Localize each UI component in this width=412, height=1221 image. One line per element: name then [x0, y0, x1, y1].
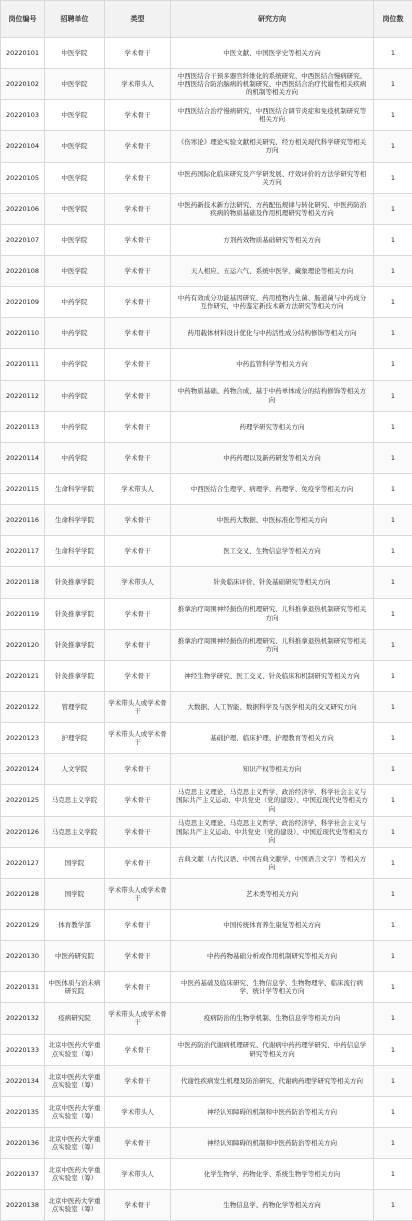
unit-cell: 中医药研究院	[45, 941, 105, 972]
table-row	[1, 162, 412, 193]
direction-cell: 《伤寒论》理论实验文献相关研究、经方相关现代科学研究等相关方向	[171, 131, 374, 162]
table-row	[1, 691, 412, 722]
table-row	[1, 1003, 412, 1034]
count-cell: 1	[374, 909, 412, 940]
direction-cell: 知识产权等相关方向	[171, 754, 374, 785]
type-cell: 学术带头人	[105, 69, 171, 100]
table-row	[1, 442, 412, 473]
position-id-cell: 20220127	[1, 847, 45, 878]
position-id-cell: 20220115	[1, 473, 45, 504]
unit-cell: 疫病研究院	[45, 1003, 105, 1034]
unit-cell: 北京中医药大学重点实验室（筹）	[45, 1159, 105, 1190]
position-id-cell: 20220129	[1, 909, 45, 940]
position-id-cell: 20220116	[1, 505, 45, 536]
type-cell: 学术骨干	[105, 505, 171, 536]
count-cell: 1	[374, 816, 412, 847]
position-id-cell: 20220105	[1, 162, 45, 193]
count-cell: 1	[374, 660, 412, 691]
position-id-cell: 20220112	[1, 380, 45, 411]
table-row	[1, 723, 412, 754]
type-cell: 学术骨干	[105, 131, 171, 162]
unit-cell: 北京中医药大学重点实验室（筹）	[45, 1096, 105, 1127]
header-research-direction: 研究方向	[171, 1, 374, 38]
count-cell: 1	[374, 567, 412, 598]
type-cell: 学术骨干	[105, 349, 171, 380]
table-row	[1, 785, 412, 816]
type-cell: 学术骨干	[105, 411, 171, 442]
unit-cell: 人文学院	[45, 754, 105, 785]
header-position-count: 岗位数	[374, 1, 412, 38]
count-cell: 1	[374, 287, 412, 318]
table-row	[1, 1190, 412, 1221]
position-id-cell: 20220101	[1, 38, 45, 69]
unit-cell: 中医学院	[45, 38, 105, 69]
direction-cell: 中药监管科学等相关方向	[171, 349, 374, 380]
table-row	[1, 380, 412, 411]
unit-cell: 体育教学部	[45, 909, 105, 940]
table-row	[1, 941, 412, 972]
count-cell: 1	[374, 162, 412, 193]
table-row	[1, 660, 412, 691]
type-cell: 学术骨干	[105, 847, 171, 878]
position-id-cell: 20220119	[1, 598, 45, 629]
unit-cell: 中药学院	[45, 318, 105, 349]
position-id-cell: 20220118	[1, 567, 45, 598]
direction-cell: 推拿治疗周围神经损伤的机理研究、儿科推拿退热机制研究等相关方向	[171, 598, 374, 629]
count-cell: 1	[374, 972, 412, 1003]
type-cell: 学术骨干	[105, 754, 171, 785]
header-row	[1, 1, 412, 38]
type-cell: 学术骨干	[105, 660, 171, 691]
position-id-cell: 20220104	[1, 131, 45, 162]
table-row	[1, 69, 412, 100]
position-id-cell: 20220107	[1, 224, 45, 255]
unit-cell: 中医学院	[45, 100, 105, 131]
position-id-cell: 20220122	[1, 691, 45, 722]
type-cell: 学术骨干	[105, 909, 171, 940]
unit-cell: 护理学院	[45, 723, 105, 754]
unit-cell: 马克思主义学院	[45, 816, 105, 847]
table-row	[1, 1159, 412, 1190]
unit-cell: 中医学院	[45, 131, 105, 162]
table-row	[1, 473, 412, 504]
direction-cell: 马克思主义理论、马克思主义哲学、政治经济学、科学社会主义与国际共产主义运动、中共党史（党的建设）、中国近现代史等相关方向	[171, 816, 374, 847]
direction-cell: 天人相应、五运六气、系统中医学、藏象理论等相关方向	[171, 255, 374, 286]
type-cell: 学术骨干	[105, 318, 171, 349]
position-id-cell: 20220128	[1, 878, 45, 909]
position-id-cell: 20220120	[1, 629, 45, 660]
count-cell: 1	[374, 411, 412, 442]
direction-cell: 中药物质基础、药物合成、基于中药单体成分的结构修饰等相关方向	[171, 380, 374, 411]
count-cell: 1	[374, 754, 412, 785]
count-cell: 1	[374, 598, 412, 629]
table-body	[1, 38, 412, 1221]
table-row	[1, 411, 412, 442]
count-cell: 1	[374, 349, 412, 380]
type-cell: 学术骨干	[105, 224, 171, 255]
table-row	[1, 536, 412, 567]
table-row	[1, 1065, 412, 1096]
count-cell: 1	[374, 193, 412, 224]
table-row	[1, 909, 412, 940]
table-row	[1, 505, 412, 536]
table-header	[1, 1, 412, 38]
table-row	[1, 255, 412, 286]
direction-cell: 艺术类等相关方向	[171, 878, 374, 909]
type-cell: 学术带头人或学术骨干	[105, 878, 171, 909]
count-cell: 1	[374, 505, 412, 536]
direction-cell: 中药药理以及新药研发等相关方向	[171, 442, 374, 473]
unit-cell: 中医学院	[45, 193, 105, 224]
type-cell: 学术带头人或学术骨干	[105, 1003, 171, 1034]
table-row	[1, 38, 412, 69]
count-cell: 1	[374, 38, 412, 69]
type-cell: 学术带头人或学术骨干	[105, 723, 171, 754]
unit-cell: 针灸推拿学院	[45, 598, 105, 629]
type-cell: 学术带头人	[105, 1096, 171, 1127]
count-cell: 1	[374, 878, 412, 909]
type-cell: 学术骨干	[105, 1034, 171, 1065]
table-row	[1, 1096, 412, 1127]
direction-cell: 化学生物学、药物化学、系统生物学等相关方向	[171, 1159, 374, 1190]
unit-cell: 生命科学学院	[45, 536, 105, 567]
position-id-cell: 20220103	[1, 100, 45, 131]
position-id-cell: 20220106	[1, 193, 45, 224]
count-cell: 1	[374, 847, 412, 878]
unit-cell: 针灸推拿学院	[45, 567, 105, 598]
unit-cell: 中药学院	[45, 411, 105, 442]
table-row	[1, 598, 412, 629]
unit-cell: 针灸推拿学院	[45, 629, 105, 660]
type-cell: 学术骨干	[105, 193, 171, 224]
type-cell: 学术骨干	[105, 816, 171, 847]
position-id-cell: 20220134	[1, 1065, 45, 1096]
type-cell: 学术骨干	[105, 1065, 171, 1096]
position-id-cell: 20220126	[1, 816, 45, 847]
table-row	[1, 131, 412, 162]
count-cell: 1	[374, 785, 412, 816]
count-cell: 1	[374, 1065, 412, 1096]
count-cell: 1	[374, 1159, 412, 1190]
unit-cell: 中药学院	[45, 349, 105, 380]
direction-cell: 中医文献、中国医学史等相关方向	[171, 38, 374, 69]
direction-cell: 中药有效成分功能基因研究、药用植物内生菌、肠道菌与中药成分互作研究，中药鉴定新技术新方法研究等相关方向	[171, 287, 374, 318]
direction-cell: 生物信息学、药物化学等相关方向	[171, 1190, 374, 1221]
direction-cell: 中医药大数据、中医标准化等相关方向	[171, 505, 374, 536]
direction-cell: 神经认知障碍的机制和中医药防治等相关方向	[171, 1127, 374, 1158]
direction-cell: 古典文献（古代汉语、中国古典文献学、中国语言文字）等相关方向	[171, 847, 374, 878]
unit-cell: 中医体质与治未病研究院	[45, 972, 105, 1003]
position-id-cell: 20220133	[1, 1034, 45, 1065]
position-id-cell: 20220110	[1, 318, 45, 349]
count-cell: 1	[374, 131, 412, 162]
direction-cell: 中医药新技术新方法研究、方药配伍规律与转化研究、中医药防治疾病的物质基础及作用机理研究等相关方向	[171, 193, 374, 224]
unit-cell: 中医学院	[45, 255, 105, 286]
table-row	[1, 878, 412, 909]
direction-cell: 推拿治疗周围神经损伤的机理研究、儿科推拿退热机制研究等相关方向	[171, 629, 374, 660]
direction-cell: 药理学研究等相关方向	[171, 411, 374, 442]
direction-cell: 疫病防治的生物学机制、生物信息学等相关方向	[171, 1003, 374, 1034]
table-row	[1, 567, 412, 598]
direction-cell: 中西医结合治疗慢病研究、中西医结合调节炎症和免疫机制研究等相关方向	[171, 100, 374, 131]
direction-cell: 中医药防治代谢病机理研究、代谢病中药药理学研究、中药信息学研究等相关方向	[171, 1034, 374, 1065]
table-row	[1, 224, 412, 255]
position-id-cell: 20220102	[1, 69, 45, 100]
table-row	[1, 629, 412, 660]
type-cell: 学术骨干	[105, 1190, 171, 1221]
position-id-cell: 20220130	[1, 941, 45, 972]
unit-cell: 针灸推拿学院	[45, 660, 105, 691]
unit-cell: 北京中医药大学重点实验室（筹）	[45, 1034, 105, 1065]
count-cell: 1	[374, 629, 412, 660]
type-cell: 学术骨干	[105, 972, 171, 1003]
position-id-cell: 20220138	[1, 1190, 45, 1221]
type-cell: 学术骨干	[105, 941, 171, 972]
unit-cell: 生命科学学院	[45, 505, 105, 536]
position-id-cell: 20220113	[1, 411, 45, 442]
position-id-cell: 20220117	[1, 536, 45, 567]
direction-cell: 中医药国际化临床研究及产学研发展、疗效评价的方法学研究等相关方向	[171, 162, 374, 193]
type-cell: 学术骨干	[105, 162, 171, 193]
table-row	[1, 816, 412, 847]
direction-cell: 方剂药效物质基础研究等相关方向	[171, 224, 374, 255]
unit-cell: 国学院	[45, 878, 105, 909]
position-id-cell: 20220114	[1, 442, 45, 473]
direction-cell: 中西医结合干预多器官纤维化的系统研究、中西医结合慢病研究、中西医结合防治脑病的机制研究、中西医结合治疗代谢性相关疾病的机制等相关方向	[171, 69, 374, 100]
type-cell: 学术骨干	[105, 380, 171, 411]
table-row	[1, 318, 412, 349]
count-cell: 1	[374, 536, 412, 567]
position-id-cell: 20220121	[1, 660, 45, 691]
type-cell: 学术骨干	[105, 287, 171, 318]
direction-cell: 药用载体材料设计优化与中药活性成分结构修饰等相关方向	[171, 318, 374, 349]
header-type: 类型	[105, 1, 171, 38]
type-cell: 学术骨干	[105, 785, 171, 816]
table-row	[1, 287, 412, 318]
type-cell: 学术骨干	[105, 1127, 171, 1158]
count-cell: 1	[374, 473, 412, 504]
direction-cell: 马克思主义理论、马克思主义哲学、政治经济学、科学社会主义与国际共产主义运动、中共党史（党的建设）、中国近现代史等相关方向	[171, 785, 374, 816]
unit-cell: 北京中医药大学重点实验室（筹）	[45, 1127, 105, 1158]
type-cell: 学术骨干	[105, 598, 171, 629]
count-cell: 1	[374, 318, 412, 349]
unit-cell: 北京中医药大学重点实验室（筹）	[45, 1190, 105, 1221]
position-id-cell: 20220137	[1, 1159, 45, 1190]
unit-cell: 中医学院	[45, 69, 105, 100]
unit-cell: 国学院	[45, 847, 105, 878]
count-cell: 1	[374, 1190, 412, 1221]
count-cell: 1	[374, 380, 412, 411]
position-id-cell: 20220109	[1, 287, 45, 318]
type-cell: 学术骨干	[105, 100, 171, 131]
unit-cell: 中药学院	[45, 442, 105, 473]
unit-cell: 马克思主义学院	[45, 785, 105, 816]
unit-cell: 中医学院	[45, 224, 105, 255]
unit-cell: 北京中医药大学重点实验室（筹）	[45, 1065, 105, 1096]
type-cell: 学术带头人或学术骨干	[105, 691, 171, 722]
unit-cell: 中医学院	[45, 162, 105, 193]
direction-cell: 针灸临床评价、针灸基础研究等相关方向	[171, 567, 374, 598]
unit-cell: 中药学院	[45, 380, 105, 411]
count-cell: 1	[374, 941, 412, 972]
count-cell: 1	[374, 1003, 412, 1034]
table-row	[1, 972, 412, 1003]
type-cell: 学术骨干	[105, 629, 171, 660]
position-id-cell: 20220108	[1, 255, 45, 286]
position-id-cell: 20220131	[1, 972, 45, 1003]
direction-cell: 神经认知障碍的机制和中医药防治等相关方向	[171, 1096, 374, 1127]
direction-cell: 大数据、人工智能、数据科学及与医学相关的交叉研究方向	[171, 691, 374, 722]
unit-cell: 中药学院	[45, 287, 105, 318]
table-row	[1, 1127, 412, 1158]
direction-cell: 神经生物学研究、医工交叉、针灸临床和机制研究等相关方向	[171, 660, 374, 691]
count-cell: 1	[374, 100, 412, 131]
type-cell: 学术骨干	[105, 38, 171, 69]
count-cell: 1	[374, 442, 412, 473]
count-cell: 1	[374, 69, 412, 100]
position-id-cell: 20220111	[1, 349, 45, 380]
count-cell: 1	[374, 1127, 412, 1158]
type-cell: 学术带头人	[105, 473, 171, 504]
count-cell: 1	[374, 224, 412, 255]
direction-cell: 医工交叉、生物信息学等相关方向	[171, 536, 374, 567]
table-row	[1, 847, 412, 878]
count-cell: 1	[374, 255, 412, 286]
header-position-id: 岗位编号	[1, 1, 45, 38]
direction-cell: 中药药物基础分析或作用机制研究等相关方向	[171, 941, 374, 972]
table-row	[1, 100, 412, 131]
direction-cell: 中西医结合生理学、病理学、药理学、免疫学等相关方向	[171, 473, 374, 504]
header-unit: 招聘单位	[45, 1, 105, 38]
table-row	[1, 349, 412, 380]
table-row	[1, 193, 412, 224]
count-cell: 1	[374, 1034, 412, 1065]
type-cell: 学术带头人	[105, 567, 171, 598]
direction-cell: 中国传统体育养生康复等相关方向	[171, 909, 374, 940]
type-cell: 学术骨干	[105, 255, 171, 286]
position-id-cell: 20220124	[1, 754, 45, 785]
position-id-cell: 20220123	[1, 723, 45, 754]
direction-cell: 中医药基础及临床研究、生物信息学、生物物理学、临床流行病学、统计学等相关方向	[171, 972, 374, 1003]
direction-cell: 基础护理、临床护理、护理教育等相关方向	[171, 723, 374, 754]
position-id-cell: 20220136	[1, 1127, 45, 1158]
table-row	[1, 754, 412, 785]
position-id-cell: 20220125	[1, 785, 45, 816]
count-cell: 1	[374, 723, 412, 754]
type-cell: 学术骨干	[105, 536, 171, 567]
table-row	[1, 1034, 412, 1065]
count-cell: 1	[374, 691, 412, 722]
position-id-cell: 20220132	[1, 1003, 45, 1034]
position-id-cell: 20220135	[1, 1096, 45, 1127]
count-cell: 1	[374, 1096, 412, 1127]
direction-cell: 代谢性疾病发生机理及防治研究、代谢病药理学研究等相关方向	[171, 1065, 374, 1096]
type-cell: 学术骨干	[105, 442, 171, 473]
unit-cell: 生命科学学院	[45, 473, 105, 504]
unit-cell: 管理学院	[45, 691, 105, 722]
type-cell: 学术带头人	[105, 1159, 171, 1190]
